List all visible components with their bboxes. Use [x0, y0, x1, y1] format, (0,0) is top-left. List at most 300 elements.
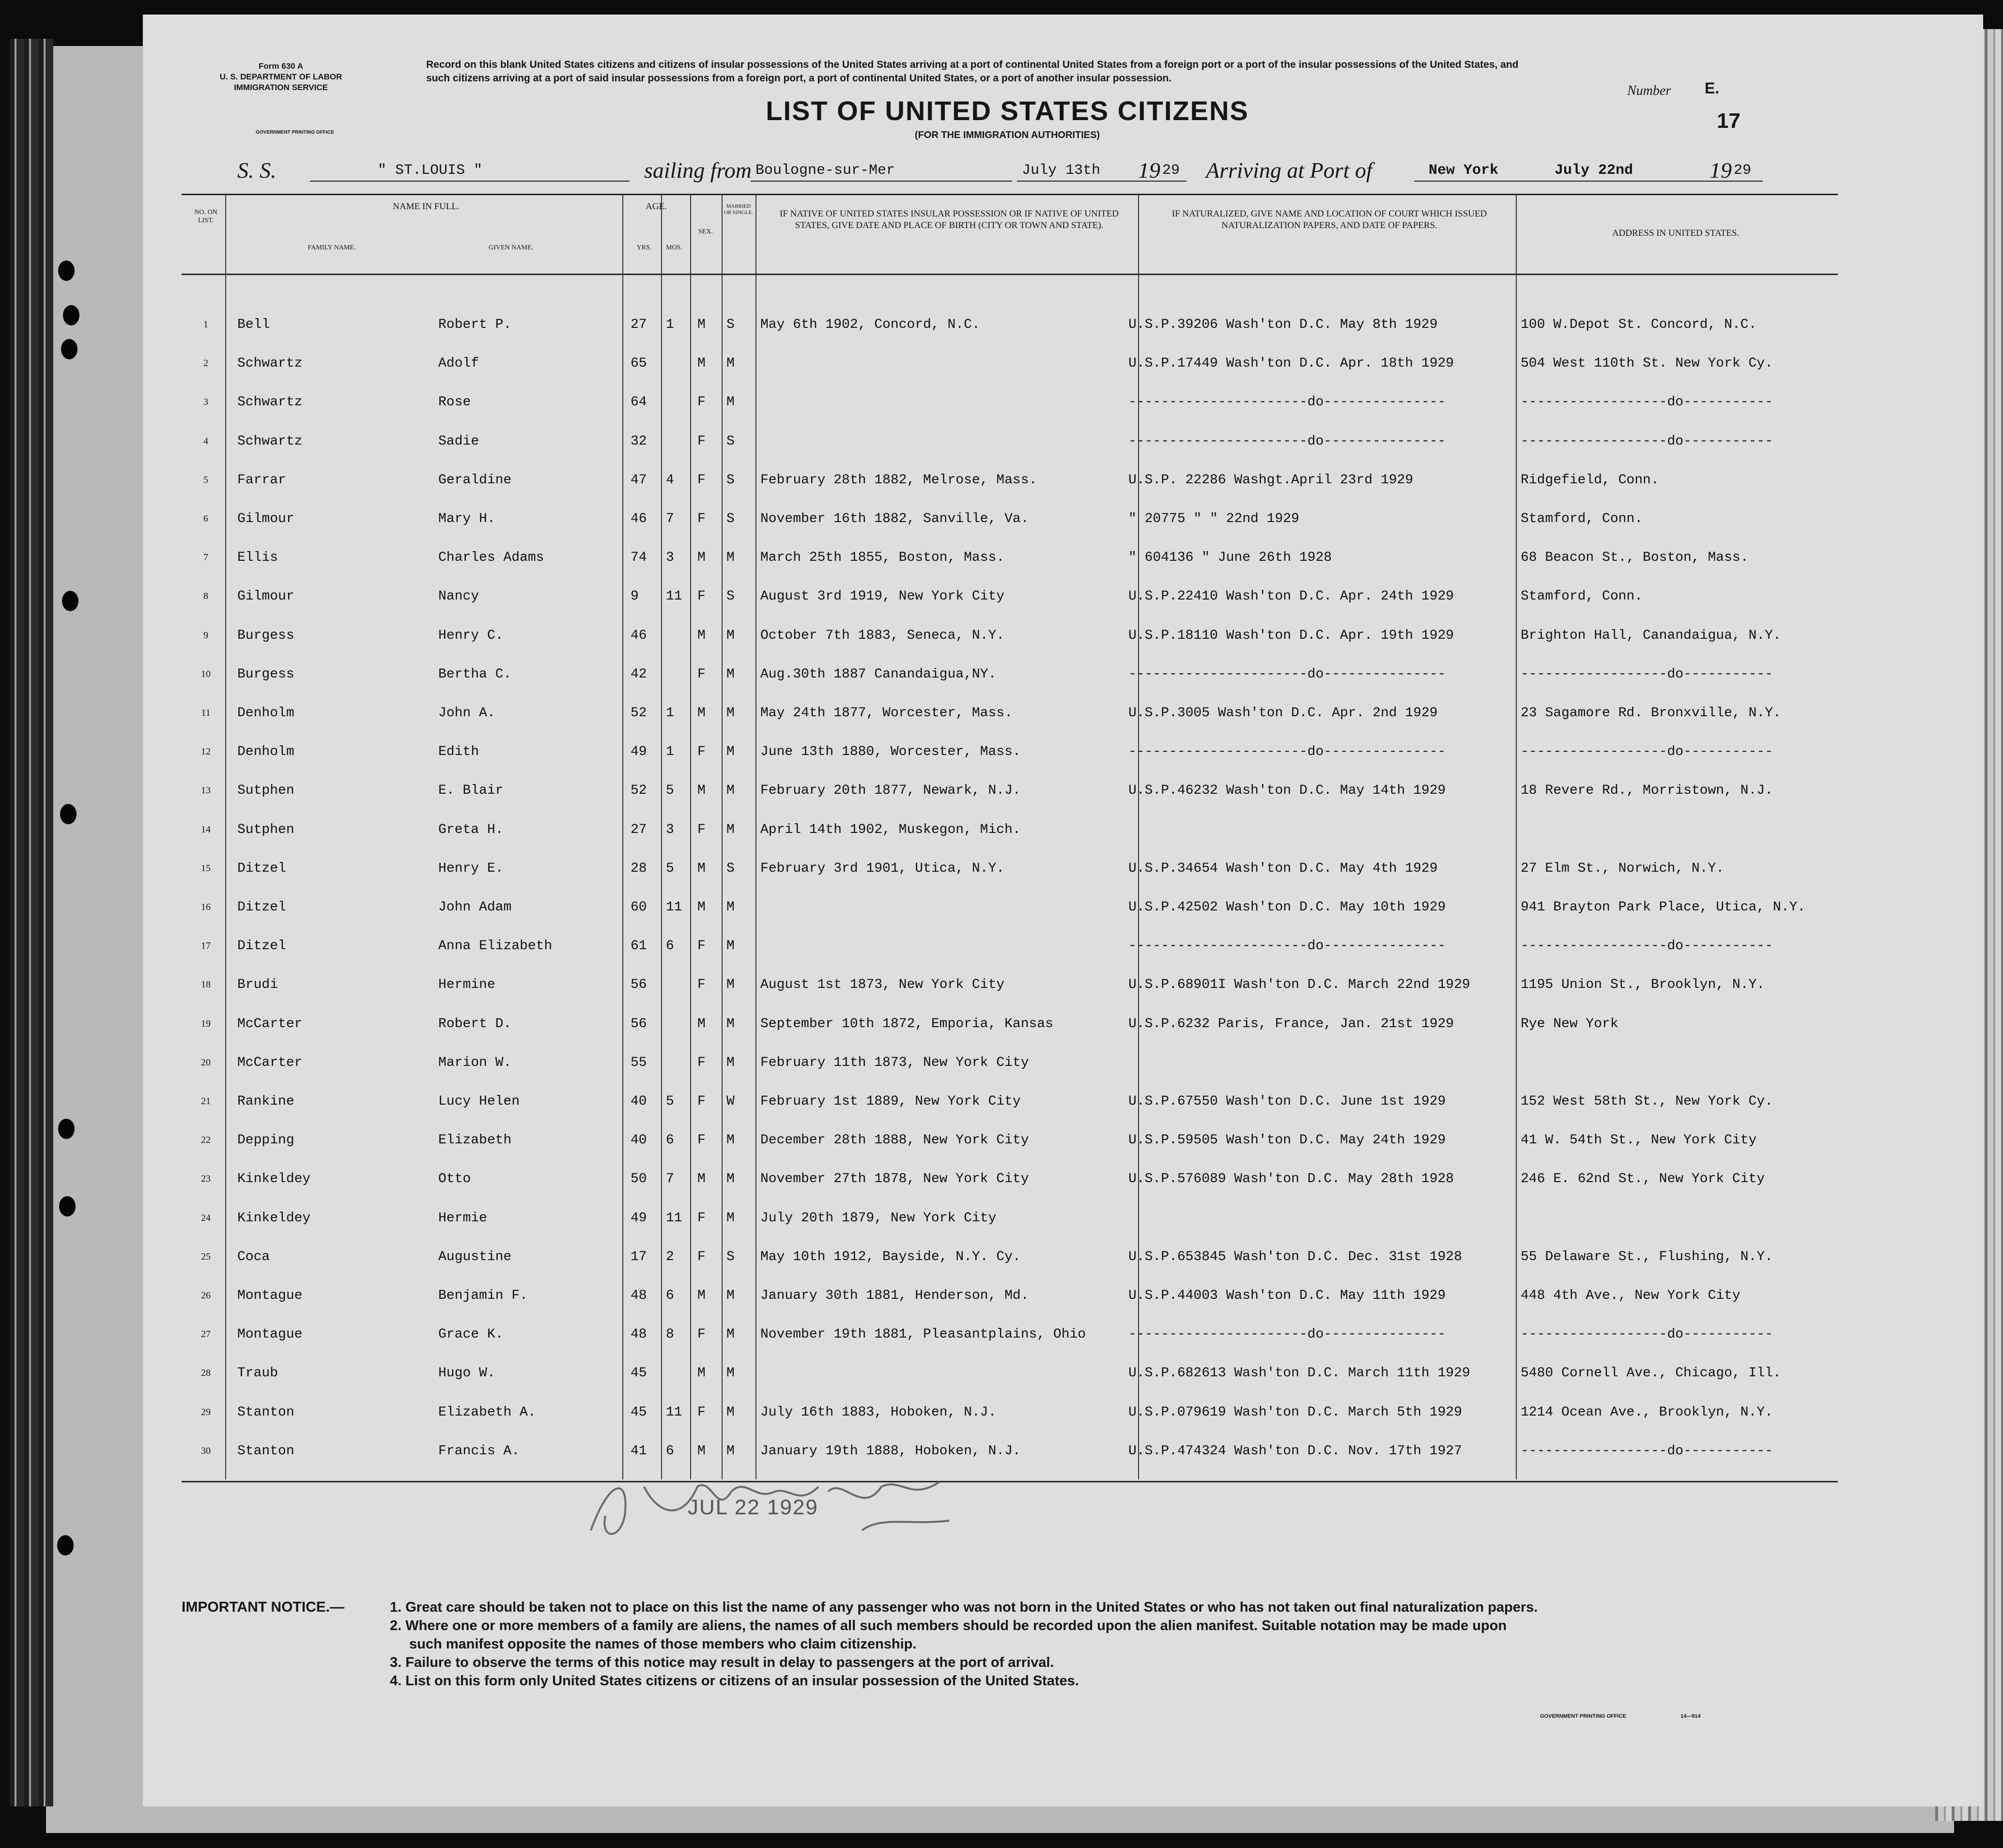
row-22-family: Depping	[237, 1133, 294, 1148]
row-8-yrs: 9	[631, 589, 639, 604]
row-8-nat: U.S.P.22410 Wash'ton D.C. Apr. 24th 1929	[1128, 589, 1454, 604]
row-6-birth: November 16th 1882, Sanville, Va.	[760, 511, 1029, 526]
row-25-addr: 55 Delaware St., Flushing, N.Y.	[1521, 1249, 1773, 1264]
row-28-ms: M	[726, 1366, 735, 1381]
row-29-given: Elizabeth A.	[438, 1405, 536, 1420]
row-12-no: 12	[201, 746, 211, 757]
row-26-nat: U.S.P.44003 Wash'ton D.C. May 11th 1929	[1128, 1288, 1446, 1303]
row-8-mos: 11	[666, 589, 682, 604]
row-3-sex: F	[697, 395, 706, 410]
row-19-ms: M	[726, 1016, 735, 1032]
row-17-given: Anna Elizabeth	[438, 939, 553, 954]
row-2-ms: M	[726, 356, 735, 371]
row-23-sex: M	[697, 1171, 706, 1186]
row-24-mos: 11	[666, 1211, 682, 1226]
row-12-yrs: 49	[631, 744, 647, 759]
page-subtitle: (FOR THE IMMIGRATION AUTHORITIES)	[914, 130, 1100, 140]
row-1-given: Robert P.	[438, 317, 512, 332]
row-28-given: Hugo W.	[438, 1366, 495, 1381]
ss-label: S. S.	[237, 158, 277, 183]
row-27-addr: ------------------do-----------	[1521, 1327, 1773, 1342]
row-12-mos: 1	[666, 744, 674, 759]
row-20-ms: M	[726, 1055, 735, 1070]
binding-hole	[60, 804, 77, 824]
row-2-no: 2	[203, 358, 208, 369]
row-27-sex: F	[697, 1327, 706, 1342]
row-21-addr: 152 West 58th St., New York Cy.	[1521, 1094, 1773, 1109]
col-header-yrs: YRS.	[636, 244, 652, 251]
row-28-addr: 5480 Cornell Ave., Chicago, Ill.	[1521, 1366, 1781, 1381]
row-8-birth: August 3rd 1919, New York City	[760, 589, 1005, 604]
row-24-given: Hermie	[438, 1211, 487, 1226]
row-15-ms: S	[726, 861, 735, 876]
row-23-given: Otto	[438, 1171, 471, 1186]
row-20-yrs: 55	[631, 1055, 647, 1070]
arrival-year-prefix: 19	[1710, 158, 1732, 183]
row-7-yrs: 74	[631, 550, 647, 565]
row-17-sex: F	[697, 939, 706, 954]
row-20-birth: February 11th 1873, New York City	[760, 1055, 1029, 1070]
row-18-family: Brudi	[237, 977, 278, 992]
page-number: 17	[1717, 109, 1741, 133]
row-8-ms: S	[726, 589, 735, 604]
row-17-mos: 6	[666, 939, 674, 954]
row-3-family: Schwartz	[237, 395, 303, 410]
column-rule	[661, 194, 662, 1479]
row-12-birth: June 13th 1880, Worcester, Mass.	[760, 744, 1021, 759]
row-28-nat: U.S.P.682613 Wash'ton D.C. March 11th 1929	[1128, 1366, 1470, 1381]
row-29-ms: M	[726, 1405, 735, 1420]
row-13-given: E. Blair	[438, 783, 504, 798]
row-25-ms: S	[726, 1249, 735, 1264]
binding-hole	[58, 1119, 75, 1139]
row-3-ms: M	[726, 395, 735, 410]
row-4-addr: ------------------do-----------	[1521, 434, 1773, 449]
row-9-given: Henry C.	[438, 628, 504, 643]
row-24-family: Kinkeldey	[237, 1211, 311, 1226]
row-8-family: Gilmour	[237, 589, 294, 604]
row-14-sex: F	[697, 822, 706, 837]
row-1-birth: May 6th 1902, Concord, N.C.	[760, 317, 980, 332]
notice-item-1: 1. Great care should be taken not to place on this list the name of any passenger who was not born in the United States or who has not taken out final naturalization papers.	[390, 1600, 1538, 1615]
row-28-sex: M	[697, 1366, 706, 1381]
row-26-birth: January 30th 1881, Henderson, Md.	[760, 1288, 1029, 1303]
row-13-ms: M	[726, 783, 735, 798]
row-13-birth: February 20th 1877, Newark, N.J.	[760, 783, 1021, 798]
row-13-sex: M	[697, 783, 706, 798]
arrival-year: 29	[1734, 162, 1752, 179]
col-header-family: FAMILY NAME.	[308, 244, 356, 251]
row-27-given: Grace K.	[438, 1327, 504, 1342]
row-20-given: Marion W.	[438, 1055, 512, 1070]
row-27-nat: ----------------------do---------------	[1128, 1327, 1446, 1342]
col-header-given: GIVEN NAME.	[489, 244, 533, 251]
form-number: Form 630 A	[259, 62, 303, 71]
row-12-sex: F	[697, 744, 706, 759]
number-label: Number	[1627, 83, 1671, 98]
row-25-birth: May 10th 1912, Bayside, N.Y. Cy.	[760, 1249, 1021, 1264]
row-27-family: Montague	[237, 1327, 303, 1342]
row-16-given: John Adam	[438, 900, 512, 915]
row-23-addr: 246 E. 62nd St., New York City	[1521, 1171, 1765, 1186]
service-name: IMMIGRATION SERVICE	[234, 83, 328, 92]
row-27-yrs: 48	[631, 1327, 647, 1342]
column-rule	[622, 194, 623, 1479]
gpo-footer: GOVERNMENT PRINTING OFFICE	[1540, 1713, 1626, 1719]
row-17-nat: ----------------------do---------------	[1128, 939, 1446, 954]
row-19-family: McCarter	[237, 1016, 303, 1032]
row-7-family: Ellis	[237, 550, 278, 565]
row-13-mos: 5	[666, 783, 674, 798]
row-1-addr: 100 W.Depot St. Concord, N.C.	[1521, 317, 1757, 332]
row-18-addr: 1195 Union St., Brooklyn, N.Y.	[1521, 977, 1765, 992]
row-5-yrs: 47	[631, 473, 647, 488]
row-1-family: Bell	[237, 317, 270, 332]
row-6-given: Mary H.	[438, 511, 495, 526]
row-22-no: 22	[201, 1135, 211, 1145]
row-14-no: 14	[201, 824, 211, 835]
col-header-birth: IF NATIVE OF UNITED STATES INSULAR POSSESSION OR IF NATIVE OF UNITED STATES, GIVE DATE AND PLACE OF BIRTH (CITY OR TOWN AND STATE).	[780, 209, 1119, 231]
row-4-no: 4	[203, 436, 208, 447]
row-14-yrs: 27	[631, 822, 647, 837]
row-29-mos: 11	[666, 1405, 682, 1420]
notice-item-2: 2. Where one or more members of a family are aliens, the names of all such members should be recorded upon the alien manifest. Suitable notation may be made upon	[390, 1618, 1507, 1633]
page-stack-left	[10, 39, 53, 1806]
row-1-no: 1	[203, 319, 208, 330]
row-3-no: 3	[203, 397, 208, 407]
row-14-given: Greta H.	[438, 822, 504, 837]
row-23-mos: 7	[666, 1171, 674, 1186]
date-stamp: JUL 22 1929	[688, 1495, 818, 1519]
row-30-yrs: 41	[631, 1444, 647, 1459]
row-6-no: 6	[203, 513, 208, 524]
row-30-sex: M	[697, 1444, 706, 1459]
date-underline	[1017, 181, 1186, 182]
row-27-birth: November 19th 1881, Pleasantplains, Ohio	[760, 1327, 1086, 1342]
row-19-nat: U.S.P.6232 Paris, France, Jan. 21st 1929	[1128, 1016, 1454, 1032]
row-25-no: 25	[201, 1251, 211, 1262]
row-18-ms: M	[726, 977, 735, 992]
row-10-nat: ----------------------do---------------	[1128, 667, 1446, 682]
row-30-mos: 6	[666, 1444, 674, 1459]
row-19-birth: September 10th 1872, Emporia, Kansas	[760, 1016, 1053, 1032]
row-21-ms: W	[726, 1094, 735, 1109]
row-14-ms: M	[726, 822, 735, 837]
row-9-birth: October 7th 1883, Seneca, N.Y.	[760, 628, 1005, 643]
row-15-sex: M	[697, 861, 706, 876]
arrival-port: New York	[1429, 162, 1499, 179]
row-16-no: 16	[201, 902, 211, 912]
row-30-given: Francis A.	[438, 1444, 520, 1459]
notice-item-3: 3. Failure to observe the terms of this notice may result in delay to passengers at the port of arrival.	[390, 1655, 1054, 1670]
row-14-mos: 3	[666, 822, 674, 837]
row-7-ms: M	[726, 550, 735, 565]
row-28-no: 28	[201, 1368, 211, 1378]
header-rule	[182, 274, 1838, 275]
row-17-yrs: 61	[631, 939, 647, 954]
col-header-naturalized: IF NATURALIZED, GIVE NAME AND LOCATION OF COURT WHICH ISSUED NATURALIZATION PAPERS, AND DATE OF PAPERS.	[1171, 209, 1487, 231]
row-22-yrs: 40	[631, 1133, 647, 1148]
col-header-married: MARRIED OR SINGLE.	[724, 203, 753, 216]
row-25-yrs: 17	[631, 1249, 647, 1264]
row-23-birth: November 27th 1878, New York City	[760, 1171, 1029, 1186]
row-16-family: Ditzel	[237, 900, 286, 915]
row-13-no: 13	[201, 785, 211, 796]
row-9-nat: U.S.P.18110 Wash'ton D.C. Apr. 19th 1929	[1128, 628, 1454, 643]
row-22-addr: 41 W. 54th St., New York City	[1521, 1133, 1757, 1148]
row-22-ms: M	[726, 1133, 735, 1148]
row-9-ms: M	[726, 628, 735, 643]
row-5-ms: S	[726, 473, 735, 488]
number-value: E.	[1705, 79, 1720, 97]
row-11-mos: 1	[666, 706, 674, 721]
row-15-family: Ditzel	[237, 861, 286, 876]
column-rule	[690, 194, 691, 1479]
row-30-ms: M	[726, 1444, 735, 1459]
departure-port: Boulogne-sur-Mer	[755, 162, 895, 179]
row-11-given: John A.	[438, 706, 495, 721]
row-18-yrs: 56	[631, 977, 647, 992]
row-17-family: Ditzel	[237, 939, 286, 954]
row-7-birth: March 25th 1855, Boston, Mass.	[760, 550, 1005, 565]
departure-year-prefix: 19	[1138, 158, 1160, 183]
row-1-sex: M	[697, 317, 706, 332]
row-23-yrs: 50	[631, 1171, 647, 1186]
departure-underline	[751, 181, 1012, 182]
row-10-no: 10	[201, 669, 211, 679]
col-header-address: ADDRESS IN UNITED STATES.	[1612, 228, 1740, 238]
row-8-given: Nancy	[438, 589, 479, 604]
row-26-yrs: 48	[631, 1288, 647, 1303]
row-6-family: Gilmour	[237, 511, 294, 526]
row-15-mos: 5	[666, 861, 674, 876]
row-9-addr: Brighton Hall, Canandaigua, N.Y.	[1521, 628, 1781, 643]
row-16-addr: 941 Brayton Park Place, Utica, N.Y.	[1521, 900, 1806, 915]
row-18-birth: August 1st 1873, New York City	[760, 977, 1005, 992]
row-27-ms: M	[726, 1327, 735, 1342]
row-21-sex: F	[697, 1094, 706, 1109]
sailing-from-label: sailing from	[644, 158, 752, 183]
row-9-no: 9	[203, 630, 208, 641]
binding-hole	[58, 261, 75, 281]
row-22-given: Elizabeth	[438, 1133, 512, 1148]
row-3-addr: ------------------do-----------	[1521, 395, 1773, 410]
row-25-given: Augustine	[438, 1249, 512, 1264]
row-13-yrs: 52	[631, 783, 647, 798]
gpo-header: GOVERNMENT PRINTING OFFICE	[256, 130, 334, 135]
row-6-nat: " 20775 " " 22nd 1929	[1128, 511, 1299, 526]
row-21-no: 21	[201, 1096, 211, 1107]
row-26-given: Benjamin F.	[438, 1288, 528, 1303]
row-1-nat: U.S.P.39206 Wash'ton D.C. May 8th 1929	[1128, 317, 1438, 332]
row-18-no: 18	[201, 979, 211, 990]
row-21-yrs: 40	[631, 1094, 647, 1109]
row-25-sex: F	[697, 1249, 706, 1264]
row-29-nat: U.S.P.079619 Wash'ton D.C. March 5th 1929	[1128, 1405, 1462, 1420]
row-4-sex: F	[697, 434, 706, 449]
col-header-name: NAME IN FULL.	[393, 201, 460, 212]
row-11-no: 11	[201, 708, 211, 718]
row-4-family: Schwartz	[237, 434, 303, 449]
row-25-nat: U.S.P.653845 Wash'ton D.C. Dec. 31st 1928	[1128, 1249, 1462, 1264]
row-7-addr: 68 Beacon St., Boston, Mass.	[1521, 550, 1749, 565]
row-5-mos: 4	[666, 473, 674, 488]
row-12-family: Denholm	[237, 744, 294, 759]
row-26-ms: M	[726, 1288, 735, 1303]
row-26-no: 26	[201, 1290, 211, 1301]
row-22-birth: December 28th 1888, New York City	[760, 1133, 1029, 1148]
row-29-no: 29	[201, 1407, 211, 1417]
row-28-family: Traub	[237, 1366, 278, 1381]
row-21-birth: February 1st 1889, New York City	[760, 1094, 1021, 1109]
row-18-given: Hermine	[438, 977, 495, 992]
form-code: 14—914	[1680, 1713, 1701, 1719]
row-2-addr: 504 West 110th St. New York Cy.	[1521, 356, 1773, 371]
row-30-nat: U.S.P.474324 Wash'ton D.C. Nov. 17th 1927	[1128, 1444, 1462, 1459]
row-12-ms: M	[726, 744, 735, 759]
row-27-mos: 8	[666, 1327, 674, 1342]
row-10-yrs: 42	[631, 667, 647, 682]
row-5-addr: Ridgefield, Conn.	[1521, 473, 1659, 488]
row-2-sex: M	[697, 356, 706, 371]
row-7-no: 7	[203, 552, 208, 563]
row-2-nat: U.S.P.17449 Wash'ton D.C. Apr. 18th 1929	[1128, 356, 1454, 371]
record-instructions: Record on this blank United States citizens and citizens of insular possessions of the United States arriving at a port of continental United States from a foreign port or a port of the insular possessions of the United States, and such citizens arriving at a port of said insular possessions from a foreign port, a port of continental United States, or a port of another insular possession.	[426, 59, 1519, 84]
row-4-given: Sadie	[438, 434, 479, 449]
row-9-family: Burgess	[237, 628, 294, 643]
row-7-mos: 3	[666, 550, 674, 565]
row-10-birth: Aug.30th 1887 Canandaigua,NY.	[760, 667, 997, 682]
row-18-sex: F	[697, 977, 706, 992]
row-29-yrs: 45	[631, 1405, 647, 1420]
row-17-ms: M	[726, 939, 735, 954]
row-4-nat: ----------------------do---------------	[1128, 434, 1446, 449]
row-12-nat: ----------------------do---------------	[1128, 744, 1446, 759]
row-15-addr: 27 Elm St., Norwich, N.Y.	[1521, 861, 1725, 876]
arrival-date: July 22nd	[1555, 162, 1633, 179]
row-29-addr: 1214 Ocean Ave., Brooklyn, N.Y.	[1521, 1405, 1773, 1420]
row-13-addr: 18 Revere Rd., Morristown, N.J.	[1521, 783, 1773, 798]
row-8-addr: Stamford, Conn.	[1521, 589, 1643, 604]
row-18-nat: U.S.P.68901I Wash'ton D.C. March 22nd 1929	[1128, 977, 1470, 992]
row-29-family: Stanton	[237, 1405, 294, 1420]
row-5-sex: F	[697, 473, 706, 488]
notice-label: IMPORTANT NOTICE.—	[182, 1599, 345, 1615]
column-rule	[755, 194, 756, 1479]
row-5-given: Geraldine	[438, 473, 512, 488]
ship-name: " ST.LOUIS "	[378, 162, 483, 179]
row-6-mos: 7	[666, 511, 674, 526]
binding-hole	[59, 1196, 76, 1217]
row-21-family: Rankine	[237, 1094, 294, 1109]
row-24-no: 24	[201, 1213, 211, 1223]
row-16-yrs: 60	[631, 900, 647, 915]
row-23-family: Kinkeldey	[237, 1171, 311, 1186]
row-15-nat: U.S.P.34654 Wash'ton D.C. May 4th 1929	[1128, 861, 1438, 876]
row-29-sex: F	[697, 1405, 706, 1420]
row-14-birth: April 14th 1902, Muskegon, Mich.	[760, 822, 1021, 837]
row-23-ms: M	[726, 1171, 735, 1186]
binding-hole	[63, 305, 79, 325]
row-5-no: 5	[203, 475, 208, 485]
row-30-addr: ------------------do-----------	[1521, 1444, 1773, 1459]
row-21-given: Lucy Helen	[438, 1094, 520, 1109]
row-14-family: Sutphen	[237, 822, 294, 837]
col-header-mos: MOS.	[666, 244, 682, 251]
department-name: U. S. DEPARTMENT OF LABOR	[219, 72, 342, 81]
row-6-ms: S	[726, 511, 735, 526]
col-header-sex: SEX.	[698, 228, 713, 235]
row-8-no: 8	[203, 591, 208, 601]
row-24-yrs: 49	[631, 1211, 647, 1226]
row-12-addr: ------------------do-----------	[1521, 744, 1773, 759]
row-19-no: 19	[201, 1018, 211, 1029]
row-5-family: Farrar	[237, 473, 286, 488]
row-24-sex: F	[697, 1211, 706, 1226]
row-19-yrs: 56	[631, 1016, 647, 1032]
column-rule	[1516, 194, 1517, 1479]
row-2-family: Schwartz	[237, 356, 303, 371]
row-11-birth: May 24th 1877, Worcester, Mass.	[760, 706, 1013, 721]
row-10-given: Bertha C.	[438, 667, 512, 682]
row-15-yrs: 28	[631, 861, 647, 876]
row-11-yrs: 52	[631, 706, 647, 721]
row-6-yrs: 46	[631, 511, 647, 526]
row-16-mos: 11	[666, 900, 682, 915]
column-rule	[1138, 194, 1139, 1479]
row-29-birth: July 16th 1883, Hoboken, N.J.	[760, 1405, 997, 1420]
column-rule	[225, 194, 226, 1479]
row-19-addr: Rye New York	[1521, 1016, 1618, 1032]
row-3-nat: ----------------------do---------------	[1128, 395, 1446, 410]
row-11-nat: U.S.P.3005 Wash'ton D.C. Apr. 2nd 1929	[1128, 706, 1438, 721]
row-22-sex: F	[697, 1133, 706, 1148]
row-8-sex: F	[697, 589, 706, 604]
row-15-given: Henry E.	[438, 861, 504, 876]
row-17-no: 17	[201, 940, 211, 951]
row-26-family: Montague	[237, 1288, 303, 1303]
row-4-ms: S	[726, 434, 735, 449]
row-21-nat: U.S.P.67550 Wash'ton D.C. June 1st 1929	[1128, 1094, 1446, 1109]
row-10-addr: ------------------do-----------	[1521, 667, 1773, 682]
row-7-given: Charles Adams	[438, 550, 544, 565]
row-22-nat: U.S.P.59505 Wash'ton D.C. May 24th 1929	[1128, 1133, 1446, 1148]
col-header-age: AGE.	[646, 201, 667, 212]
binding-hole	[57, 1535, 74, 1555]
row-22-mos: 6	[666, 1133, 674, 1148]
notice-item-4: 4. List on this form only United States citizens or citizens of an insular possession of the United States.	[390, 1673, 1079, 1689]
row-21-mos: 5	[666, 1094, 674, 1109]
row-30-family: Stanton	[237, 1444, 294, 1459]
row-28-yrs: 45	[631, 1366, 647, 1381]
row-26-sex: M	[697, 1288, 706, 1303]
row-15-no: 15	[201, 863, 211, 874]
row-12-given: Edith	[438, 744, 479, 759]
row-2-yrs: 65	[631, 356, 647, 371]
departure-date: July 13th	[1022, 162, 1101, 179]
notice-item-2-cont: such manifest opposite the names of those members who claim citizenship.	[409, 1636, 917, 1652]
row-9-yrs: 46	[631, 628, 647, 643]
row-25-family: Coca	[237, 1249, 270, 1264]
row-20-sex: F	[697, 1055, 706, 1070]
row-1-mos: 1	[666, 317, 674, 332]
row-20-family: McCarter	[237, 1055, 303, 1070]
row-6-addr: Stamford, Conn.	[1521, 511, 1643, 526]
row-9-sex: M	[697, 628, 706, 643]
departure-year: 29	[1162, 162, 1180, 179]
arriving-label: Arriving at Port of	[1206, 158, 1372, 183]
row-26-addr: 448 4th Ave., New York City	[1521, 1288, 1741, 1303]
